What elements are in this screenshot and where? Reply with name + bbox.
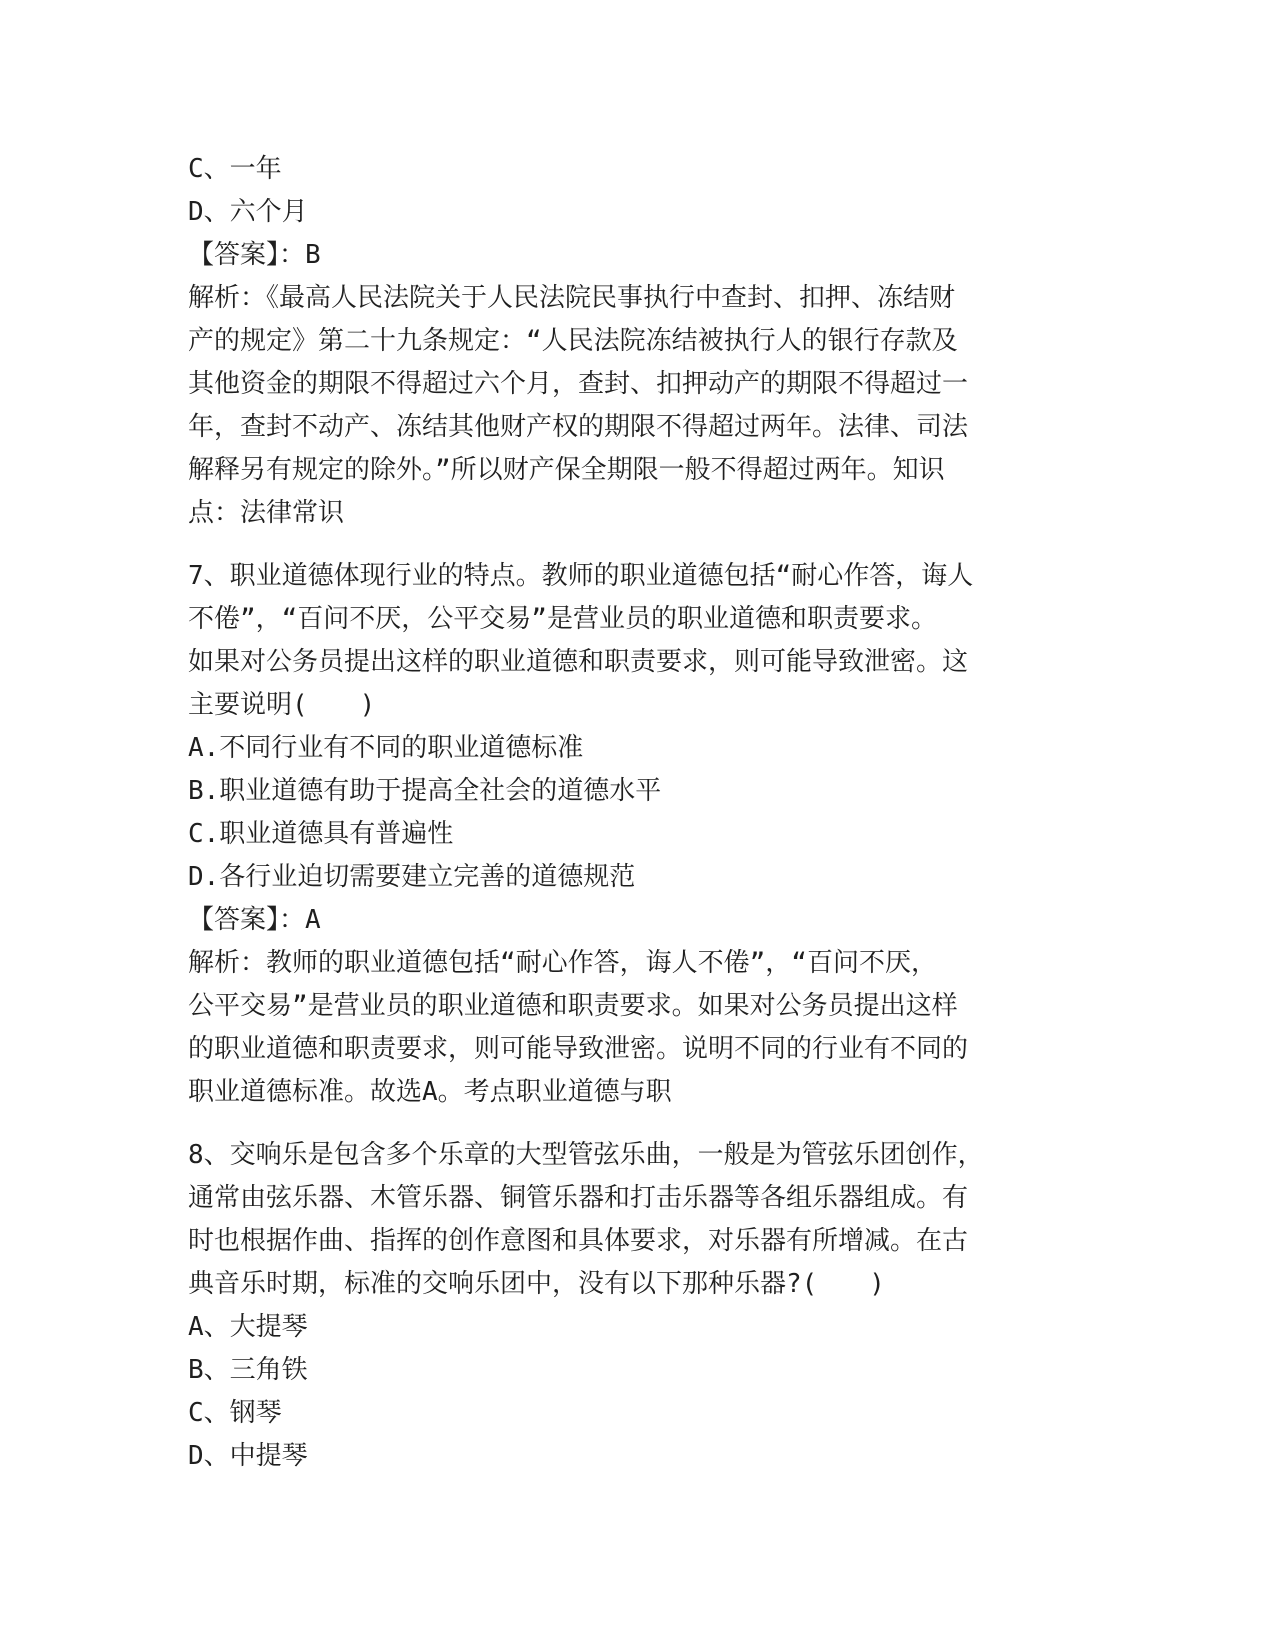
q7-question-line: 主要说明( )	[188, 690, 376, 720]
q7-answer: 【答案】：A	[188, 905, 321, 935]
q8-question-line: 典音乐时期，标准的交响乐团中，没有以下那种乐器?( )	[188, 1269, 885, 1299]
spacer	[188, 535, 1088, 555]
q7-explanation-line: 解析：教师的职业道德包括“耐心作答，诲人不倦”，“百问不厌，	[188, 948, 937, 978]
q6-option-d: D、六个月	[188, 197, 308, 227]
q8-option-d: D、中提琴	[188, 1441, 308, 1471]
q8-question-line: 时也根据作曲、指挥的创作意图和具体要求，对乐器有所增减。在古	[188, 1226, 969, 1256]
q7-option-c: C.职业道德具有普遍性	[188, 819, 454, 849]
q6-explanation-line: 解释另有规定的除外。”所以财产保全期限一般不得超过两年。知识	[188, 455, 945, 485]
q6-answer: 【答案】：B	[188, 240, 321, 270]
q7-question-line: 不倦”，“百问不厌，公平交易”是营业员的职业道德和职责要求。	[188, 604, 937, 634]
q7-explanation-line: 职业道德标准。故选A。考点职业道德与职	[188, 1077, 672, 1107]
q7-explanation-line: 的职业道德和职责要求，则可能导致泄密。说明不同的行业有不同的	[188, 1034, 969, 1064]
q8-option-c: C、钢琴	[188, 1398, 282, 1428]
q7-question-line: 7、职业道德体现行业的特点。教师的职业道德包括“耐心作答，诲人	[188, 561, 974, 591]
q8-question-line: 通常由弦乐器、木管乐器、铜管乐器和打击乐器等各组乐器组成。有	[188, 1183, 969, 1213]
q6-explanation-line: 产的规定》第二十九条规定：“人民法院冻结被执行人的银行存款及	[188, 326, 958, 356]
spacer	[188, 1114, 1088, 1134]
q8-option-a: A、大提琴	[188, 1312, 308, 1342]
q6-explanation-line: 其他资金的期限不得超过六个月，查封、扣押动产的期限不得超过一	[188, 369, 969, 399]
q8-option-b: B、三角铁	[188, 1355, 308, 1385]
q6-option-c: C、一年	[188, 154, 282, 184]
q6-explanation-line: 年，查封不动产、冻结其他财产权的期限不得超过两年。法律、司法	[188, 412, 969, 442]
q7-option-a: A.不同行业有不同的职业道德标准	[188, 733, 584, 763]
q7-option-b: B.职业道德有助于提高全社会的道德水平	[188, 776, 662, 806]
q6-explanation-line: 点：法律常识	[188, 498, 345, 528]
document-content	[188, 148, 1088, 1478]
q7-explanation-line: 公平交易”是营业员的职业道德和职责要求。如果对公务员提出这样	[188, 991, 958, 1021]
q7-option-d: D.各行业迫切需要建立完善的道德规范	[188, 862, 636, 892]
q6-explanation-line: 解析：《最高人民法院关于人民法院民事执行中查封、扣押、冻结财	[188, 283, 956, 313]
q7-question-line: 如果对公务员提出这样的职业道德和职责要求，则可能导致泄密。这	[188, 647, 969, 677]
q8-question-line: 8、交响乐是包含多个乐章的大型管弦乐曲，一般是为管弦乐团创作，	[188, 1140, 984, 1170]
